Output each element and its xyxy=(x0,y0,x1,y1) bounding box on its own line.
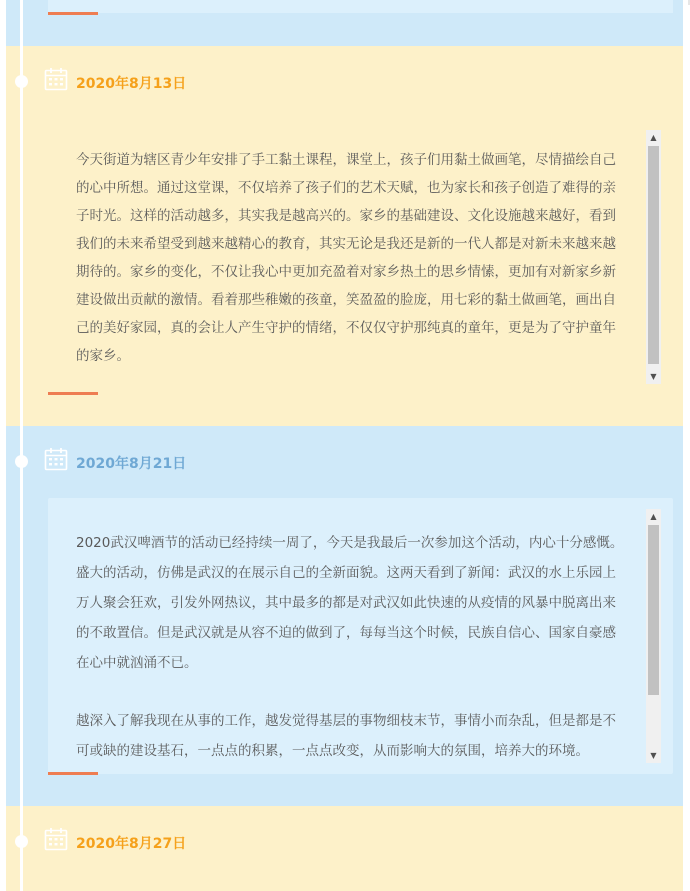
accent-bar xyxy=(48,392,98,395)
entry-paragraph: 今天街道为辖区青少年安排了手工黏土课程，课堂上，孩子们用黏土做画笔，尽情描绘自己的心中所想。通过这堂课，不仅培养了孩子们的艺术天赋，也为家长和孩子创造了难得的亲子时光。这样的活动越多，其实我是越高兴的。家乡的基础建设、文化设施越来越好，看到我们的未来希望受到越来越精心的教育，其实无论是我还是新的一代人都是对新未来越来越期待的。家乡的变化，不仅让我心中更加充盈着对家乡热土的思乡情愫，更加有对新家乡新建设做出贡献的激情。看着那些稚嫩的孩童，笑盈盈的脸庞，用七彩的黏土做画笔，画出自己的美好家园，真的会让人产生守护的情绪，不仅仅守护那纯真的童年，更是为了守护童年的家乡。 xyxy=(76,152,616,364)
timeline-section-previous xyxy=(6,0,683,46)
scroll-thumb[interactable] xyxy=(648,146,659,364)
accent-bar xyxy=(48,772,98,775)
entry-paragraph: 2020武汉啤酒节的活动已经持续一周了，今天是我最后一次参加这个活动，内心十分感慨。盛大的活动，仿佛是武汉的在展示自己的全新面貌。这两天看到了新闻：武汉的水上乐园上万人聚会狂欢，引发外网热议，其中最多的都是对武汉如此快速的从疫情的风暴中脱离出来的不敢置信。但是武汉就是从容不迫的做到了，每每当这个时候，民族自信心、国家自豪感在心中就汹涌不已。 xyxy=(76,535,624,671)
entry-text xyxy=(76,528,624,764)
scroll-up-arrow-icon[interactable]: ▲ xyxy=(650,512,657,521)
accent-bar xyxy=(48,12,98,15)
entry-scrollbar[interactable] xyxy=(646,509,661,763)
entry-card xyxy=(48,130,673,381)
scroll-up-arrow-icon[interactable]: ▲ xyxy=(650,133,657,142)
entry-date: 2020年8月27日 xyxy=(76,836,187,852)
entry-date: 2020年8月13日 xyxy=(76,76,187,92)
scroll-down-arrow-icon[interactable]: ▼ xyxy=(650,372,657,381)
calendar-icon xyxy=(44,827,68,851)
entry-text xyxy=(76,146,624,374)
entry-paragraph: 越深入了解我现在从事的工作，越发觉得基层的事物细枝末节，事情小而杂乱，但是都是不可或缺的建设基石，一点点的积累，一点点改变，从而影响大的氛围，培养大的环境。 xyxy=(76,713,616,759)
scroll-thumb[interactable] xyxy=(648,525,659,695)
scroll-down-arrow-icon[interactable]: ▼ xyxy=(650,751,657,760)
calendar-icon xyxy=(44,67,68,91)
calendar-icon xyxy=(44,447,68,471)
timeline-dot xyxy=(15,455,28,468)
entry-date: 2020年8月21日 xyxy=(76,456,187,472)
entry-card xyxy=(48,498,673,774)
entry-scrollbar[interactable] xyxy=(646,130,661,384)
timeline-dot xyxy=(15,835,28,848)
timeline-dot xyxy=(15,75,28,88)
timeline-line xyxy=(20,0,23,891)
previous-entry-card xyxy=(48,0,673,13)
